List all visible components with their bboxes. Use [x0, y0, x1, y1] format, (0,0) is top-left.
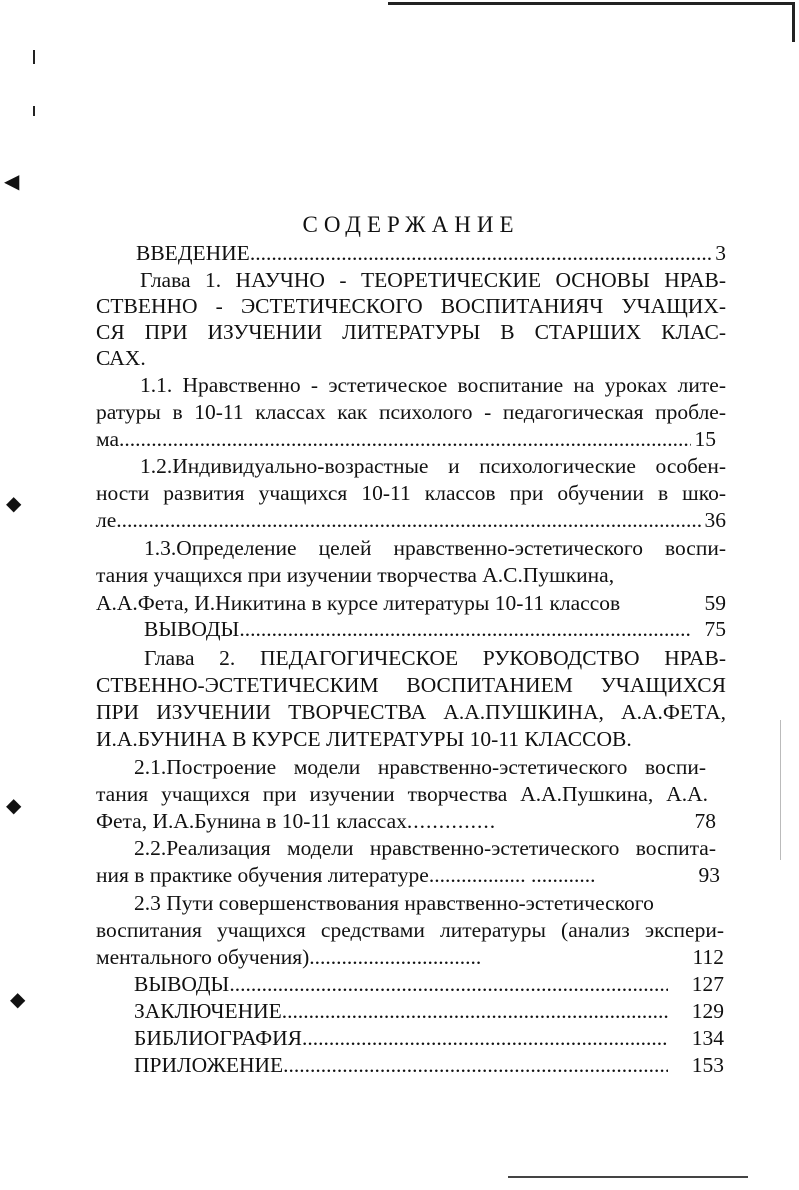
leader-dots: ................................ — [309, 945, 482, 969]
toc-entry-conclusion — [96, 998, 724, 1024]
section-1-1-line: ратуры в 10-11 классах как психолого - педагогическая пробле- — [96, 400, 726, 424]
leader-dots — [302, 1025, 668, 1051]
section-1-2-last-line — [96, 507, 726, 533]
toc-page-number: 75 — [704, 617, 726, 641]
toc-entry-label: ВЫВОДЫ — [134, 972, 230, 996]
scan-border-bottom — [508, 1176, 748, 1178]
leader-dots: .................. ............ — [428, 863, 596, 887]
scan-hole-mark: ◆ — [10, 989, 26, 1011]
toc-entry-label: ВЫВОДЫ — [144, 617, 240, 641]
section-2-2-line: 2.2.Реализация модели нравственно-эстетического воспита- — [134, 836, 716, 860]
leader-dots — [239, 616, 690, 642]
chapter-2-heading-line: ПРИ ИЗУЧЕНИИ ТВОРЧЕСТВА А.А.ПУШКИНА, А.А.ФЕТА, — [96, 700, 726, 724]
toc-entry-intro — [96, 240, 726, 266]
toc-page-number: 36 — [704, 508, 726, 532]
toc-entry-label: ВВЕДЕНИЕ — [136, 241, 250, 265]
toc-entry-label: Фета, И.А.Бунина в 10-11 классах — [96, 809, 407, 833]
toc-entry-label: ПРИЛОЖЕНИЕ — [134, 1053, 284, 1077]
toc-page-number: 78 — [694, 809, 716, 833]
leader-dots — [116, 507, 700, 533]
scan-border-top — [388, 2, 793, 5]
scan-streak — [780, 720, 781, 860]
section-1-1-last-line — [96, 426, 716, 452]
chapter-1-heading-line: Глава 1. НАУЧНО - ТЕОРЕТИЧЕСКИЕ ОСНОВЫ НРАВ- — [140, 268, 726, 292]
section-1-3-last-line — [96, 590, 726, 616]
scan-hole-mark: ◀ — [4, 171, 20, 193]
section-1-3-line: 1.3.Определение целей нравственно-эстетического воспи- — [144, 536, 726, 560]
toc-page-number: 59 — [704, 591, 726, 615]
scan-hole-mark: ◆ — [6, 795, 22, 817]
chapter-1-heading-line: СЯ ПРИ ИЗУЧЕНИИ ЛИТЕРАТУРЫ В СТАРШИХ КЛАС- — [96, 320, 726, 344]
toc-page-number: 15 — [694, 427, 716, 451]
toc-entry-label: ле — [96, 508, 117, 532]
toc-page-number: 112 — [692, 945, 724, 969]
toc-page-number: 93 — [698, 863, 720, 887]
chapter-2-heading-line: И.А.БУНИНА В КУРСЕ ЛИТЕРАТУРЫ 10-11 КЛАССОВ. — [96, 727, 632, 751]
leader-dots — [119, 426, 690, 452]
toc-page-number: 3 — [715, 241, 726, 265]
section-1-3-line: тания учащихся при изучении творчества А.С.Пушкина, — [96, 563, 615, 587]
toc-entry-label: ма — [96, 427, 120, 451]
toc-entry-label: ЗАКЛЮЧЕНИЕ — [134, 999, 282, 1023]
toc-entry-label: ния в практике обучения литературе — [96, 863, 429, 887]
leader-dots: .............. — [406, 809, 497, 833]
toc-entry-conclusions-1 — [96, 616, 726, 642]
section-2-2-last-line — [96, 862, 720, 888]
section-2-3-line: 2.3 Пути совершенствования нравственно-эстетического — [134, 891, 654, 915]
toc-entry-label: ментального обучения) — [96, 945, 310, 969]
section-2-1-line: тания учащихся при изучении творчества А.А.Пушкина, А.А. — [96, 782, 708, 806]
section-2-1-last-line — [96, 808, 716, 834]
leader-dots — [283, 1052, 668, 1078]
toc-entry-appendix — [96, 1052, 724, 1078]
section-1-2-line: ности развития учащихся 10-11 классов при обучении в шко- — [96, 481, 726, 505]
leader-dots — [229, 971, 667, 997]
scan-border-right — [792, 2, 795, 42]
leader-dots — [250, 240, 711, 266]
chapter-1-heading-line: СТВЕННО - ЭСТЕТИЧЕСКОГО ВОСПИТАНИЯЧ УЧАЩИХ- — [96, 294, 726, 318]
toc-page-number: 134 — [691, 1026, 724, 1050]
scan-speck — [33, 106, 35, 116]
section-1-1-line: 1.1. Нравственно - эстетическое воспитание на уроках лите- — [140, 373, 726, 397]
toc-page-number: 153 — [691, 1053, 724, 1077]
scan-speck — [33, 50, 35, 64]
leader-dots — [282, 998, 668, 1024]
chapter-2-heading-line: СТВЕННО-ЭСТЕТИЧЕСКИМ ВОСПИТАНИЕМ УЧАЩИХСЯ — [96, 673, 726, 697]
section-2-3-line: воспитания учащихся средствами литературы (анализ экспери- — [96, 918, 724, 942]
toc-page-number: 129 — [691, 999, 724, 1023]
section-2-3-last-line — [96, 944, 724, 970]
toc-entry-conclusions-2 — [96, 971, 724, 997]
toc-page-number: 127 — [691, 972, 724, 996]
toc-entry-label: БИБЛИОГРАФИЯ — [134, 1026, 302, 1050]
toc-entry-bibliography — [96, 1025, 724, 1051]
chapter-2-heading-line: Глава 2. ПЕДАГОГИЧЕСКОЕ РУКОВОДСТВО НРАВ- — [144, 646, 726, 670]
scan-hole-mark: ◆ — [6, 493, 22, 515]
chapter-1-heading-line: САХ. — [96, 346, 146, 370]
toc-entry-label: А.А.Фета, И.Никитина в курсе литературы 10-11 классов — [96, 591, 621, 615]
toc-title: СОДЕРЖАНИЕ — [302, 212, 520, 237]
section-2-1-line: 2.1.Построение модели нравственно-эстетического воспи- — [134, 755, 706, 779]
section-1-2-line: 1.2.Индивидуально-возрастные и психологические особен- — [140, 454, 726, 478]
